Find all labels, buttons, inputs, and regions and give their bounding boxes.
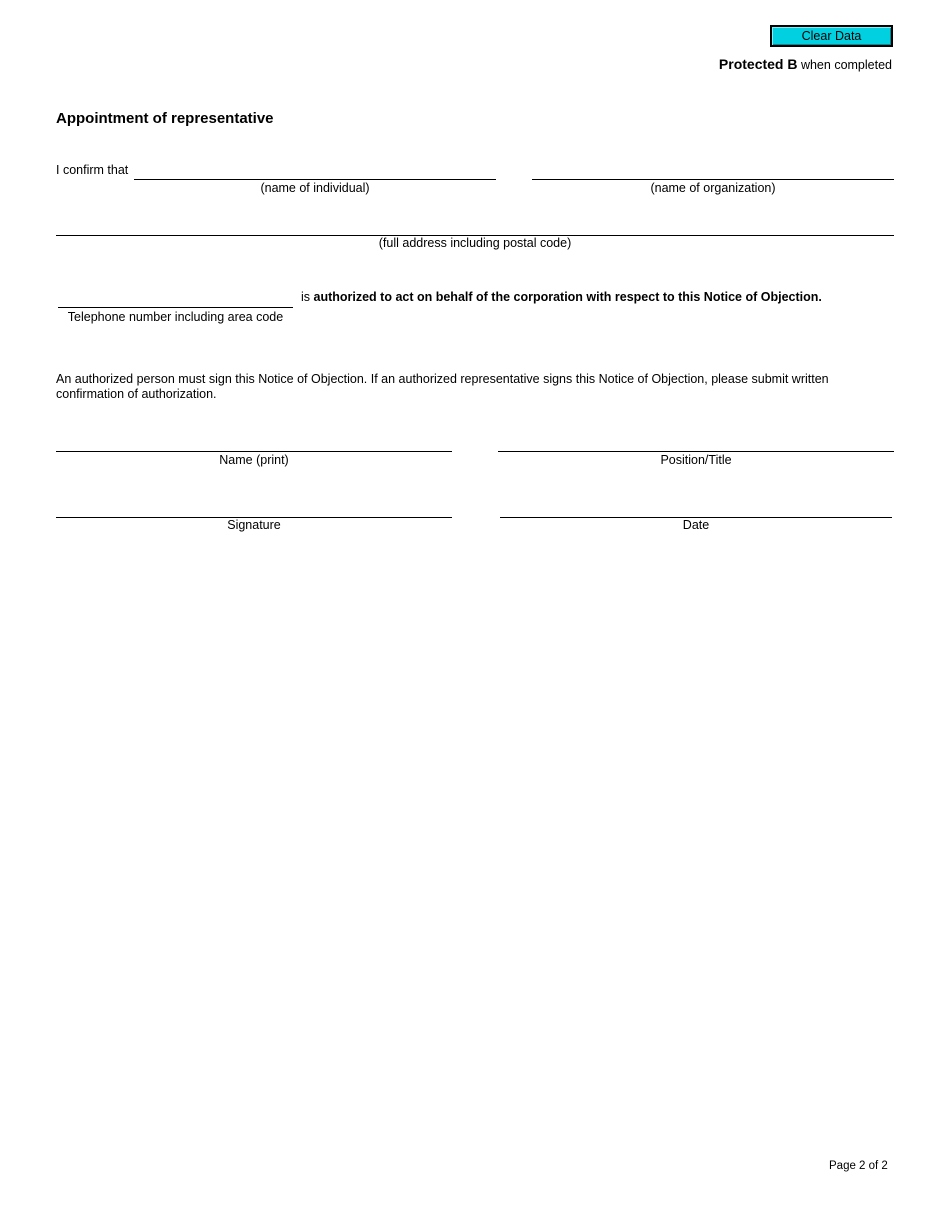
date-input[interactable] xyxy=(500,499,892,517)
full-address-input[interactable] xyxy=(56,217,894,235)
protected-suffix: when completed xyxy=(797,58,892,72)
instructions-paragraph: An authorized person must sign this Notice of Objection. If an authorized representative signs this Notice of Objection, please submit written confirmation of authorization. xyxy=(56,372,829,401)
name-print-caption: Name (print) xyxy=(219,453,289,467)
name-print-line xyxy=(56,451,452,452)
protected-b-notice xyxy=(719,56,892,72)
individual-name-caption: (name of individual) xyxy=(260,181,370,195)
section-title: Appointment of representative xyxy=(56,110,274,127)
organization-name-line xyxy=(532,179,894,180)
name-print-input[interactable] xyxy=(56,433,452,451)
position-title-line xyxy=(498,451,894,452)
full-address-caption: (full address including postal code) xyxy=(378,236,572,250)
page-number: Page 2 of 2 xyxy=(829,1160,888,1172)
telephone-caption: Telephone number including area code xyxy=(67,310,284,324)
individual-name-input[interactable] xyxy=(134,162,496,180)
individual-name-line xyxy=(134,179,496,180)
authorization-is-text: is xyxy=(301,290,314,304)
date-caption: Date xyxy=(682,518,710,532)
position-title-input[interactable] xyxy=(498,433,894,451)
signature-caption: Signature xyxy=(227,518,281,532)
telephone-line xyxy=(58,307,293,308)
organization-name-caption: (name of organization) xyxy=(650,181,776,195)
authorization-statement xyxy=(301,290,822,304)
organization-name-input[interactable] xyxy=(532,162,894,180)
clear-data-button[interactable]: Clear Data xyxy=(770,25,893,47)
confirm-lead-text: I confirm that xyxy=(56,163,129,177)
protected-label: Protected B xyxy=(718,56,798,72)
telephone-input[interactable] xyxy=(58,290,293,308)
position-title-caption: Position/Title xyxy=(660,453,732,467)
authorization-bold-text: authorized to act on behalf of the corporation with respect to this Notice of Objection. xyxy=(313,290,822,304)
